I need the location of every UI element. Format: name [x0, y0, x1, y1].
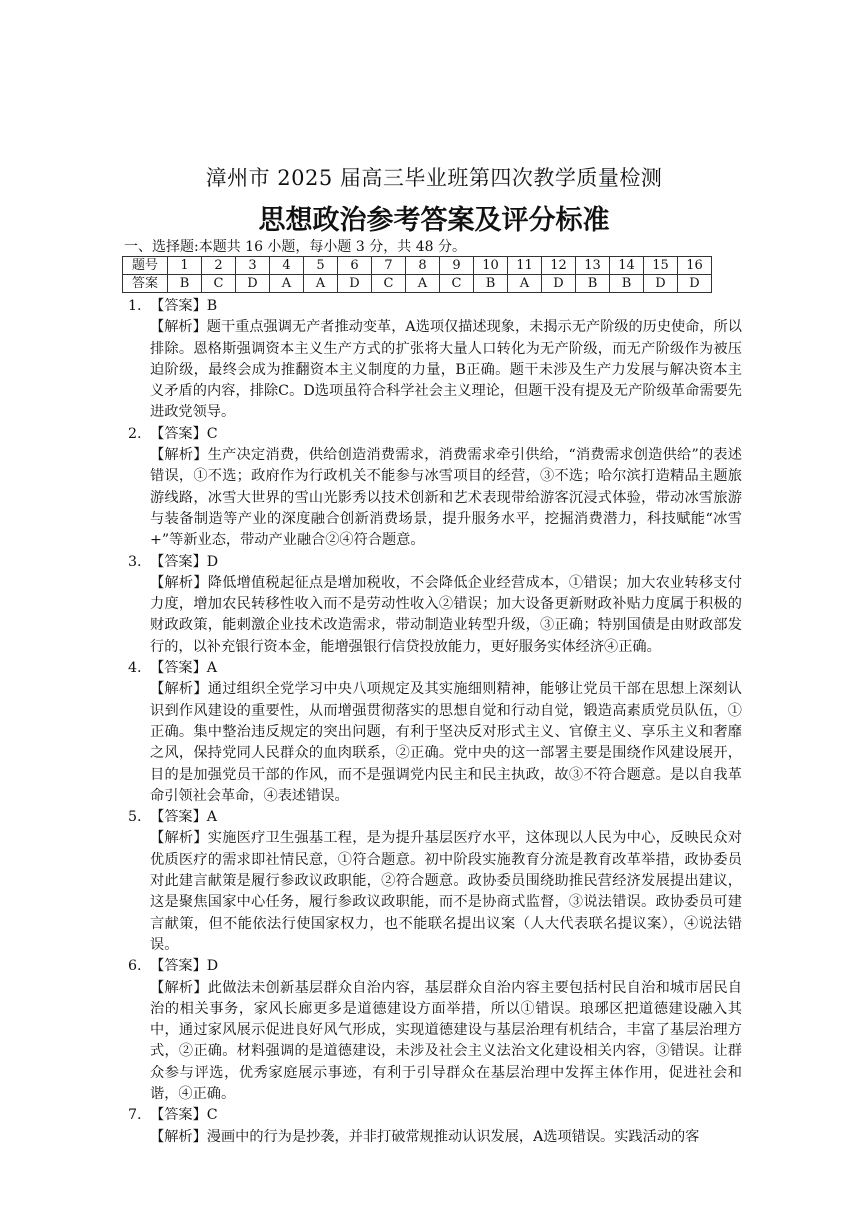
item-answer: 【答案】D — [150, 553, 219, 570]
answer-cell: D — [236, 275, 270, 293]
answer-cell: A — [508, 275, 542, 293]
item-number: 2. — [128, 425, 142, 442]
question-number-cell: 9 — [440, 257, 474, 275]
question-number-cell: 4 — [270, 257, 304, 275]
answer-cell: B — [168, 275, 202, 293]
explanation-item-5 — [128, 807, 742, 956]
answer-row — [123, 275, 712, 293]
item-analysis: 【解析】此做法未创新基层群众自治内容，基层群众自治内容主要包括村民自治和城市居民自治的相关事务，家风长廊更多是道德建设方面举措，所以①错误。琅琊区把道德建设融入其中，通过家风展示促进良好风气形成，实现道德建设与基层治理有机结合，丰富了基层治理方式，②正确。材料强调的是道德建设，未涉及社会主义法治文化建设相关内容，③错误。让群众参与评选，优秀家庭展示事迹，有利于引导群众在基层治理中发挥主体作用，促进社会和谐，④正确。 — [150, 979, 742, 1102]
answer-cell: D — [644, 275, 678, 293]
item-answer: 【答案】A — [150, 809, 217, 826]
answer-cell: D — [678, 275, 712, 293]
item-number: 1. — [128, 298, 142, 314]
item-number: 3. — [128, 553, 142, 570]
answer-cell: B — [576, 275, 610, 293]
question-number-cell: 15 — [644, 257, 678, 275]
answer-explanations — [128, 296, 742, 1148]
item-answer: 【答案】D — [150, 958, 219, 975]
item-analysis: 【解析】生产决定消费，供给创造消费需求，消费需求牵引供给，“消费需求创造供给”的表述错误，①不选；政府作为行政机关不能参与冰雪项目的经营，③不选；哈尔滨打造精品主题旅游线路，冰雪大世界的雪山光影秀以技术创新和艺术表现带给游客沉浸式体验，带动冰雪旅游与装备制造等产业的深度融合创新消费场景，提升服务水平，挖掘消费潜力，科技赋能“冰雪+”等新业态，带动产业融合②④符合题意。 — [150, 447, 742, 549]
item-analysis: 【解析】题干重点强调无产者推动变革，A选项仅描述现象，未揭示无产阶级的历史使命，所以排除。恩格斯强调资本主义生产方式的扩张将大量人口转化为无产阶级，而无产阶级作为被压迫阶级，最终会成为推翻资本主义制度的力量，B正确。题干未涉及生产力发展与解决资本主义矛盾的内容，排除C。D选项虽符合科学社会主义理论，但题干没有提及无产阶级革命需要先进政党领导。 — [150, 319, 742, 421]
question-number-cell: 14 — [610, 257, 644, 275]
item-analysis: 【解析】实施医疗卫生强基工程，是为提升基层医疗水平，这体现以人民为中心，反映民众对优质医疗的需求即社情民意，①符合题意。初中阶段实施教育分流是教育改革举措，政协委员对此建言献策是履行参政议政职能，②符合题意。政协委员围绕助推民营经济发展提出建议，这是聚焦国家中心任务，履行参政议政职能，而不是协商式监督，③说法错误。政协委员可建言献策，但不能依法行使国家权力，也不能联名提出议案（人大代表联名提议案），④说法错误。 — [150, 830, 742, 953]
item-analysis: 【解析】降低增值税起征点是增加税收，不会降低企业经营成本，①错误；加大农业转移支付力度，增加农民转移性收入而不是劳动性收入②错误；加大设备更新财政补贴力度属于积极的财政政策，能刺激企业技术改造需求，带动制造业转型升级，③正确；特别国债是由财政部发行的，以补充银行资本金，能增强银行信贷投放能力，更好服务实体经济④正确。 — [150, 574, 742, 655]
question-number-cell: 1 — [168, 257, 202, 275]
question-number-cell: 16 — [678, 257, 712, 275]
answer-cell: D — [338, 275, 372, 293]
question-number-cell: 12 — [542, 257, 576, 275]
answer-table — [122, 256, 712, 293]
row-label-answer: 答案 — [123, 275, 168, 293]
explanation-item-6 — [128, 956, 742, 1105]
item-answer: 【答案】C — [150, 425, 218, 442]
item-number: 6. — [128, 958, 142, 975]
answer-cell: B — [610, 275, 644, 293]
question-number-cell: 3 — [236, 257, 270, 275]
question-number-cell: 11 — [508, 257, 542, 275]
explanation-item-2 — [128, 424, 742, 552]
answer-cell: A — [406, 275, 440, 293]
document-subtitle: 思想政治参考答案及评分标准 — [258, 205, 610, 236]
item-answer: 【答案】B — [150, 298, 218, 314]
exam-title: 漳州市 2025 届高三毕业班第四次教学质量检测 — [205, 166, 663, 190]
question-number-cell: 2 — [202, 257, 236, 275]
item-number: 5. — [128, 809, 142, 826]
question-number-cell: 5 — [304, 257, 338, 275]
item-answer: 【答案】C — [150, 1107, 218, 1124]
explanation-item-7 — [128, 1105, 742, 1148]
item-analysis: 【解析】通过组织全党学习中央八项规定及其实施细则精神，能够让党员干部在思想上深刻认识到作风建设的重要性，从而增强贯彻落实的思想自觉和行动自觉，锻造高素质党员队伍，①正确。集中整治违反规定的突出问题，有利于坚决反对形式主义、官僚主义、享乐主义和奢靡之风，保持党同人民群众的血肉联系，②正确。党中央的这一部署主要是围绕作风建设展开，目的是加强党员干部的作风，而不是强调党内民主和民主执政，故③不符合题意。是以自我革命引领社会革命，④表述错误。 — [150, 681, 742, 804]
explanation-item-1 — [128, 296, 742, 424]
question-number-cell: 8 — [406, 257, 440, 275]
item-answer: 【答案】A — [150, 660, 217, 677]
answer-cell: A — [304, 275, 338, 293]
answer-cell: B — [474, 275, 508, 293]
item-number: 7. — [128, 1107, 142, 1124]
explanation-item-4 — [128, 658, 742, 807]
row-label-question-number: 题号 — [123, 257, 168, 275]
answer-cell: D — [542, 275, 576, 293]
answer-cell: C — [372, 275, 406, 293]
explanation-item-3 — [128, 552, 742, 658]
question-number-cell: 6 — [338, 257, 372, 275]
section-heading: 一、选择题:本题共 16 小题，每小题 3 分，共 48 分。 — [124, 239, 466, 255]
question-number-cell: 7 — [372, 257, 406, 275]
answer-cell: C — [202, 275, 236, 293]
answer-cell: C — [440, 275, 474, 293]
answer-cell: A — [270, 275, 304, 293]
item-number: 4. — [128, 660, 142, 677]
question-number-cell: 13 — [576, 257, 610, 275]
question-number-row — [123, 257, 712, 275]
question-number-cell: 10 — [474, 257, 508, 275]
item-analysis: 【解析】漫画中的行为是抄袭，并非打破常规推动认识发展，A选项错误。实践活动的客 — [150, 1128, 700, 1145]
